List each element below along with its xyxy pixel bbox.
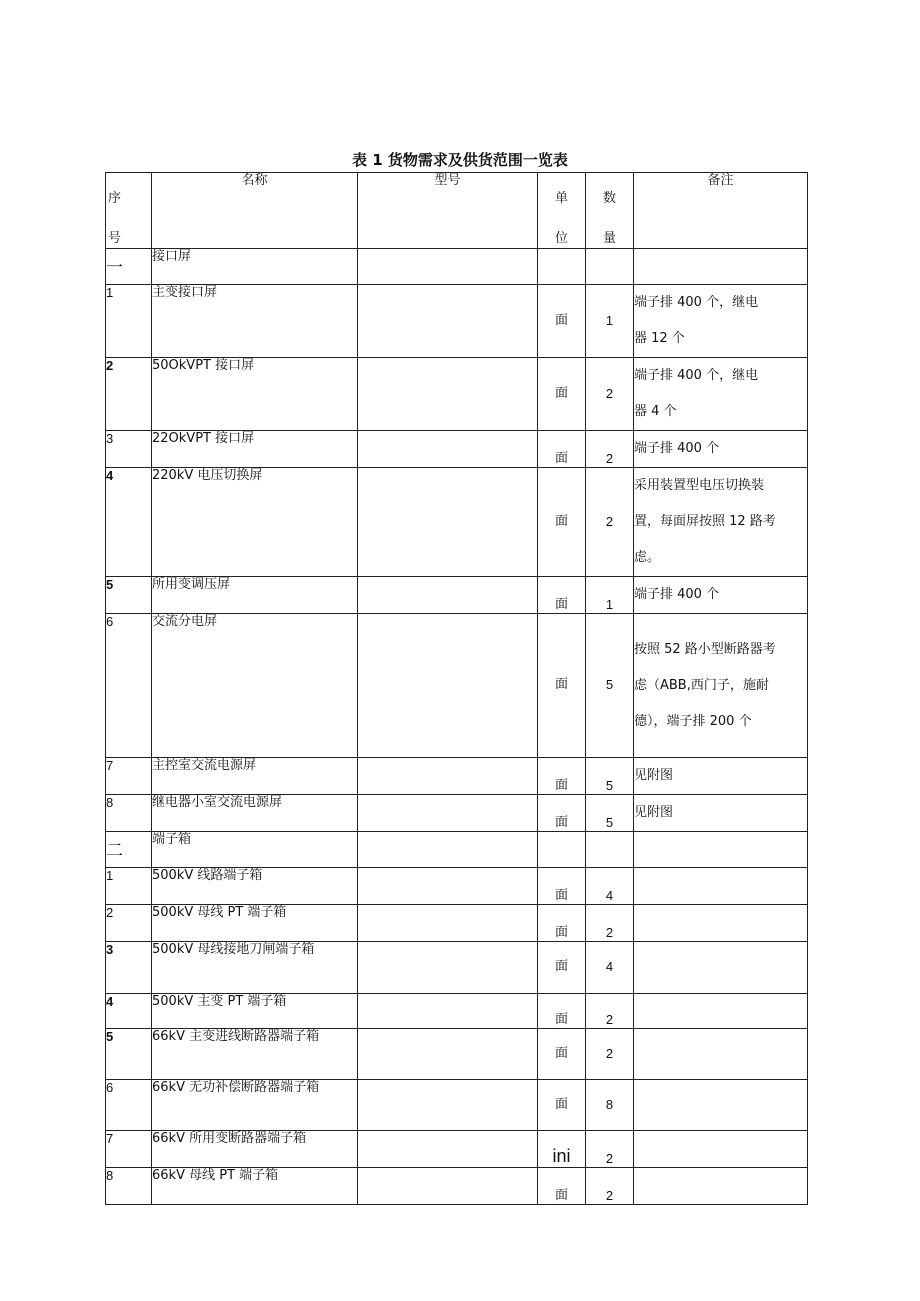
row-model (358, 1029, 538, 1080)
table-row (106, 994, 808, 1029)
remark-line: 德），端子排 200 个 (634, 713, 752, 729)
row-model (358, 758, 538, 795)
section-row (106, 249, 808, 285)
remark-line: 端子排 400 个，继电 (634, 295, 759, 310)
row-remark (634, 1080, 808, 1131)
row-seq: 5 (106, 577, 152, 614)
row-remark (634, 868, 808, 905)
row-seq: 1 (106, 868, 152, 905)
section-seq (106, 832, 152, 868)
row-name: 继电器小室交流电源屏 (152, 795, 358, 832)
row-unit-text: 面 (554, 513, 568, 529)
remark-line: 器 12 个 (634, 331, 685, 346)
section-row (106, 832, 808, 868)
row-qty-text: 2 (605, 924, 614, 940)
remark-line: 虑。 (634, 550, 661, 565)
row-qty (586, 614, 634, 758)
row-name: 66kV 母线 PT 端子箱 (152, 1168, 358, 1205)
row-seq: 8 (106, 1168, 152, 1205)
qty-cell (586, 832, 634, 868)
remark-cell (634, 832, 808, 868)
remark-line: 见附图 (634, 768, 674, 783)
row-seq: 7 (106, 758, 152, 795)
row-qty-text: 1 (605, 596, 614, 612)
header-qty-b: 量 (602, 230, 616, 246)
row-seq: 2 (106, 358, 152, 431)
model-cell (358, 249, 538, 285)
row-remark (634, 614, 808, 758)
section-seq-label: 二 (106, 841, 123, 860)
header-remark: 备注 (634, 173, 808, 249)
row-name: 所用变调压屏 (152, 577, 358, 614)
row-qty-text: 2 (605, 385, 614, 401)
row-model (358, 1168, 538, 1205)
table-row (106, 468, 808, 577)
row-qty-text: 4 (605, 887, 614, 903)
row-name: 500kV 主变 PT 端子箱 (152, 994, 358, 1029)
row-remark (634, 285, 808, 358)
row-remark (634, 358, 808, 431)
section-seq (106, 249, 152, 285)
remark-cell (634, 249, 808, 285)
row-qty-text: 2 (605, 1011, 614, 1027)
row-seq: 4 (106, 468, 152, 577)
row-qty (586, 994, 634, 1029)
section-name: 端子箱 (152, 832, 358, 868)
model-cell (358, 832, 538, 868)
unit-cell (538, 832, 586, 868)
table-row (106, 1080, 808, 1131)
header-unit-b: 位 (554, 230, 568, 246)
row-model (358, 468, 538, 577)
row-unit (538, 468, 586, 577)
row-qty (586, 795, 634, 832)
row-name: 主变接口屏 (152, 285, 358, 358)
row-unit (538, 905, 586, 942)
section-seq-label: 一 (106, 258, 123, 277)
table-body (106, 249, 808, 1205)
row-name: 66kV 主变进线断路器端子箱 (152, 1029, 358, 1080)
row-qty (586, 358, 634, 431)
row-unit-text: 面 (554, 777, 568, 793)
row-qty (586, 285, 634, 358)
row-qty (586, 468, 634, 577)
table-row (106, 795, 808, 832)
row-qty-text: 2 (605, 450, 614, 466)
table-row (106, 285, 808, 358)
row-unit (538, 1080, 586, 1131)
row-name: 500kV 母线 PT 端子箱 (152, 905, 358, 942)
table-row (106, 868, 808, 905)
row-seq: 5 (106, 1029, 152, 1080)
header-seq-a: 序 (108, 191, 122, 206)
goods-table (105, 172, 808, 1205)
table-row (106, 431, 808, 468)
header-seq (106, 173, 152, 249)
table-row (106, 758, 808, 795)
section-name: 接口屏 (152, 249, 358, 285)
header-unit-a: 单 (554, 191, 568, 206)
header-unit (538, 173, 586, 249)
row-remark (634, 1131, 808, 1168)
row-qty-text: 4 (605, 959, 614, 975)
row-unit-text: 面 (554, 596, 568, 612)
row-remark (634, 577, 808, 614)
row-model (358, 614, 538, 758)
row-name: 50OkVPT 接口屏 (152, 358, 358, 431)
row-unit-text: 面 (554, 924, 568, 940)
row-qty (586, 905, 634, 942)
row-unit (538, 614, 586, 758)
row-qty (586, 942, 634, 994)
row-remark (634, 905, 808, 942)
row-seq: 7 (106, 1131, 152, 1168)
row-qty (586, 1131, 634, 1168)
row-unit (538, 1131, 586, 1168)
row-unit-text: 面 (554, 1011, 568, 1027)
row-qty-text: 2 (605, 1150, 614, 1166)
row-name: 220kV 电压切换屏 (152, 468, 358, 577)
remark-line: 按照 52 路小型断路器考 (634, 641, 776, 657)
row-model (358, 1080, 538, 1131)
row-qty (586, 1029, 634, 1080)
table-row (106, 1029, 808, 1080)
row-unit-text: 面 (554, 450, 568, 466)
row-qty (586, 431, 634, 468)
row-name: 22OkVPT 接口屏 (152, 431, 358, 468)
row-name: 66kV 无功补偿断路器端子箱 (152, 1080, 358, 1131)
remark-line: 采用装置型电压切换装 (634, 478, 765, 493)
row-name: 66kV 所用变断路器端子箱 (152, 1131, 358, 1168)
row-seq: 6 (106, 614, 152, 758)
row-unit-text: 面 (554, 814, 568, 830)
row-model (358, 868, 538, 905)
row-unit-text: 面 (554, 887, 568, 903)
row-unit (538, 285, 586, 358)
remark-line: 置，每面屏按照 12 路考 (634, 514, 776, 529)
row-remark (634, 431, 808, 468)
header-name: 名称 (152, 173, 358, 249)
row-model (358, 1131, 538, 1168)
row-unit (538, 942, 586, 994)
row-model (358, 994, 538, 1029)
row-unit (538, 577, 586, 614)
row-qty-text: 2 (605, 513, 614, 529)
row-remark (634, 758, 808, 795)
row-unit-text: ini (552, 1145, 571, 1166)
header-model: 型号 (358, 173, 538, 249)
row-seq: 6 (106, 1080, 152, 1131)
row-unit-text: 面 (554, 959, 568, 975)
row-unit (538, 795, 586, 832)
row-model (358, 795, 538, 832)
table-title: 表 1 货物需求及供货范围一览表 (352, 151, 568, 169)
row-remark (634, 1029, 808, 1080)
row-name: 500kV 线路端子箱 (152, 868, 358, 905)
row-model (358, 905, 538, 942)
row-unit (538, 1029, 586, 1080)
header-row (106, 173, 808, 249)
row-unit (538, 868, 586, 905)
row-unit-text: 面 (554, 312, 568, 328)
row-qty-text: 8 (605, 1096, 614, 1112)
row-unit-text: 面 (554, 1045, 568, 1061)
header-seq-b: 号 (108, 230, 122, 246)
row-unit-text: 面 (554, 677, 568, 693)
row-qty (586, 577, 634, 614)
row-unit (538, 1168, 586, 1205)
row-unit-text: 面 (554, 385, 568, 401)
table-row (106, 905, 808, 942)
remark-line: 虑（ABB,西门子，施耐 (634, 677, 769, 693)
qty-cell (586, 249, 634, 285)
row-qty (586, 1080, 634, 1131)
row-remark (634, 468, 808, 577)
row-unit (538, 994, 586, 1029)
remark-line: 端子排 400 个，继电 (634, 368, 759, 383)
row-unit (538, 431, 586, 468)
row-name: 交流分电屏 (152, 614, 358, 758)
table-row (106, 942, 808, 994)
row-unit (538, 758, 586, 795)
header-qty-a: 数 (602, 191, 616, 206)
row-model (358, 285, 538, 358)
row-seq: 8 (106, 795, 152, 832)
row-qty-text: 5 (605, 814, 614, 830)
row-model (358, 431, 538, 468)
remark-line: 端子排 400 个 (634, 587, 720, 602)
row-qty (586, 868, 634, 905)
row-qty-text: 2 (605, 1045, 614, 1061)
row-qty-text: 5 (605, 777, 614, 793)
unit-cell (538, 249, 586, 285)
row-remark (634, 942, 808, 994)
row-unit-text: 面 (554, 1187, 568, 1203)
table-row (106, 358, 808, 431)
row-qty-text: 2 (605, 1187, 614, 1203)
row-name: 500kV 母线接地刀闸端子箱 (152, 942, 358, 994)
row-qty (586, 758, 634, 795)
row-seq: 3 (106, 431, 152, 468)
row-model (358, 942, 538, 994)
row-qty-text: 1 (605, 312, 614, 328)
row-remark (634, 994, 808, 1029)
row-remark (634, 1168, 808, 1205)
row-unit-text: 面 (554, 1096, 568, 1112)
remark-line: 端子排 400 个 (634, 441, 720, 456)
row-qty-text: 5 (605, 677, 614, 693)
remark-line: 器 4 个 (634, 404, 677, 419)
row-seq: 3 (106, 942, 152, 994)
row-model (358, 577, 538, 614)
table-row (106, 1131, 808, 1168)
row-seq: 4 (106, 994, 152, 1029)
table-row (106, 577, 808, 614)
row-model (358, 358, 538, 431)
table-row (106, 1168, 808, 1205)
row-name: 主控室交流电源屏 (152, 758, 358, 795)
row-seq: 2 (106, 905, 152, 942)
row-unit (538, 358, 586, 431)
row-seq: 1 (106, 285, 152, 358)
row-qty (586, 1168, 634, 1205)
header-qty (586, 173, 634, 249)
row-remark (634, 795, 808, 832)
remark-line: 见附图 (634, 805, 674, 820)
table-row (106, 614, 808, 758)
